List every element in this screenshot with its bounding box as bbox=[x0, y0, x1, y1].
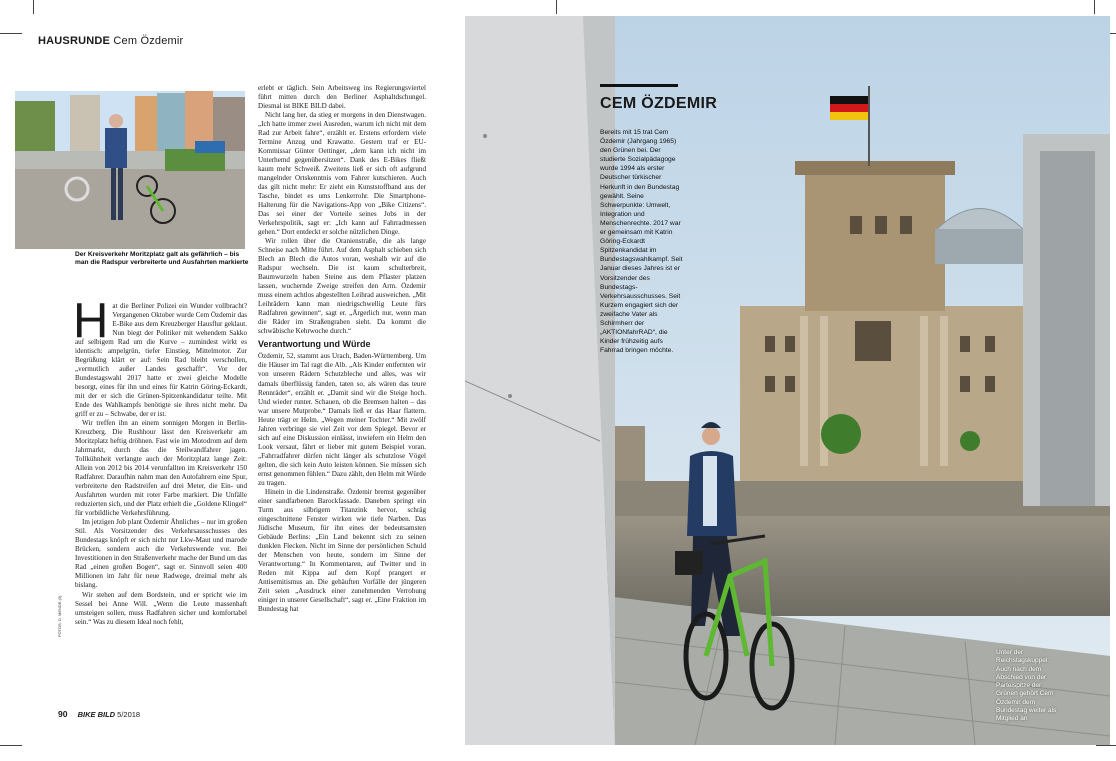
section-label: HAUSRUNDE bbox=[38, 35, 111, 47]
photo-moritzplatz-illustration bbox=[15, 91, 245, 249]
section-person: Cem Özdemir bbox=[113, 35, 184, 47]
crop-mark bbox=[0, 745, 22, 746]
article-paragraph: Özdemir, 52, stammt aus Urach, Baden-Württemberg. Um die Häuser im Tal ragt die Alb. „Als Kinder entfernten wir von unseren Rädern Schutzbleche und alles, was wir damals überflüssig fanden, taten so, als wären das teure Rennräder“, erzählt er. „Damit sind wir die Steige hoch. Und wieder runter. Schauen, ob die Bremsen halten – das war unsere Mutprobe.“ Damals ließ er das Haar flattern. Heute trägt er Helm. „Wegen meiner Tochter.“ Mit zwölf Jahren verbringe sie viel Zeit vor dem Spiegel. Bevor er sich auf eine Diskussion einlässt, inwiefern ein Helm den Look versaut, fährt er lieber mit gutem Beispiel voran. „Fahrradfahrer dürfen nicht länger als schutzlose Vögel gelten, die sich kein Auto leisten können. Sie müssen sich ernst genommen fühlen.“ Dazu zählt, den Helm mit Würde zu tragen. bbox=[258, 352, 426, 487]
crop-mark bbox=[33, 0, 34, 14]
section-header bbox=[38, 35, 183, 47]
article-paragraph: Nicht lang her, da stieg er morgens in den Dienstwagen. „Ich hatte immer zwei Ausreden, warum ich nicht mit dem Rad zur Arbeit fahre“, erzählt er. Erstens erfordern viele Termine Anzug und Krawatte. Gestern traf er EU-Kommissar Günter Oettinger, „dem kann ich nicht im Unterhemd gegenübersitzen“. Dank des E-Bikes fließt kaum mehr Schweiß. Zweitens ließ er sich oft aufgrund mangelnder Ortskenntnis vom Fahrer kutschieren. Auch das gilt nicht mehr: Er zieht ein Kunststoffband aus der Tasche, bindet es ums Lenkerrohr. Die Smartphone-Halterung für die Navigations-App von „Bike Citizens“. Das sei einer der Vorteile seines Jobs in der Verkehrspolitik, sagt er: „Ich kann auf Fahrradmessen gehen.“ Dort entdeckt er solche nützlichen Dinge. bbox=[258, 111, 426, 237]
article-paragraph: Hinein in die Lindenstraße. Özdemir bremst gegenüber einer sandfarbenen Barockfassade. Daneben springt ein Turm aus silbrigem Titanzink hervor, schräg eingeschnittene Fenster wirken wie tiefe Narben. Das Jüdische Museum, für ihn eines der bedeutsamsten Gebäude Berlins: „Ein Land bekennt sich zu seinen dunklen Flecken. Nicht im Sinne der persönlichen Schuld der Menschen von heute, sondern im Sinne der Verantwortung.“ In Kommentaren, auf Twitter und in Reden mit Kippa auf dem Kopf prangert er Antisemitismus an. Die gehäuften Vorfälle der jüngeren Zeit seien „Ausdruck einer zunehmenden Verrohung einiger in unserer Gesellschaft“, sagt er. „Eine Fraktion im Bundestag hat bbox=[258, 487, 426, 613]
magazine-name: BIKE BILD bbox=[77, 710, 116, 719]
article-paragraph bbox=[73, 294, 247, 419]
page-footer bbox=[58, 709, 140, 719]
article-paragraph: Wir treffen ihn an einem sonnigen Morgen in Berlin-Kreuzberg. Die Rushhour lässt den Kreisverkehr am Moritzplatz heftig dröhnen. Fast wie im Motodrom auf dem Jahrmarkt, durch das die Steilwandfahrer jagen. Tollkühnheit verlangte auch der Moritzplatz lange Zeit: Allein von 2012 bis 2014 verunfallten im Kreisverkehr 150 Radfahrer. Daraufhin nahm man den Autofahrern eine Spur, verbreiterte den Radstreifen auf drei Meter, die Ein- und Ausfahrten wurden mit roter Farbe markiert. Die Unfälle reduzierten sich, und der Platz erhielt die „Goldene Klingel“ für vorbildliche Verkehrsführung. bbox=[75, 419, 247, 518]
issue-number: 5/2018 bbox=[117, 710, 141, 719]
infobox-text: Bereits mit 15 trat Cem Özdemir (Jahrgang 1965) den Grünen bei. Der studierte Sozialpädagoge wurde 1994 als erster Deutscher türkischer Herkunft in den Bundestag gewählt. Seine Schwerpunkte: Umwelt, Integration und Menschenrechte. 2017 war er gemeinsam mit Katrin Göring-Eckardt Spitzenkandidat im Bundestagswahlkampf. Seit Januar dieses Jahres ist er Vorsitzender des Bundestags-Verkehrsausschusses. Seit Kurzem engagiert sich der zweifache Vater als Schirmherr der „AKTIONfahrRAD“, die Kinder frühzeitig aufs Fahrrad bringen möchte. bbox=[600, 129, 683, 355]
crop-mark bbox=[0, 33, 22, 34]
article-paragraph: Im jetzigen Job plant Özdemir Ähnliches – nur im großen Stil. Als Vorsitzender des Verkehrsausschusses des Bundestags knöpft er sich nicht nur Lkw-Maut und marode Brücken, sondern auch die Verkehrswende vor. Bei Investitionen in den Straßenverkehr mache der Bund um das Rad „einen großen Bogen“, sagt er. Sinnvoll seien 400 Millionen im Jahr für neue Radwege, dreimal mehr als bislang. bbox=[75, 518, 247, 590]
article-paragraph: Wir stehen auf dem Bordstein, und er spricht wie im Sessel bei Anne Will. „Wenn die Leute massenhaft umsteigen sollen, muss Radfahren sicher und komfortabel sein.“ Was zu diesem Ideal noch fehlt, bbox=[75, 590, 247, 626]
crop-mark bbox=[556, 0, 557, 14]
infobox-rule bbox=[600, 84, 678, 87]
article-paragraph: Wir rollen über die Oranienstraße, die als lange Schneise nach Mitte führt. Auf dem Asphalt schieben sich Blech an Blech die Autos voran, weshalb wir auf die Radspur wechseln. Die ist kaum schulterbreit, Baumwurzeln haben Steine aus dem Pflaster platzen lassen, wuchernde Zweige streifen den Arm. Özdemir muss einem achtlos abgestellten Leihrad ausweichen. „Mit Leihrädern kann man niedrigschwellig Leute fürs Radfahren gewinnen“, sagt er. „Ärgerlich nur, wenn man die Räder im Straßengraben sieht. Da kommt die schwäbische Kehrwoche durch.“ bbox=[258, 237, 426, 336]
article-subhead: Verantwortung und Würde bbox=[258, 339, 371, 350]
crop-mark bbox=[1094, 0, 1095, 14]
crop-mark bbox=[1096, 745, 1116, 746]
photo-reichstag-illustration bbox=[465, 16, 1110, 745]
paragraph-text: at die Berliner Polizei ein Wunder vollbracht? Vergangenen Oktober wurde Cem Özdemir das E-Bike aus dem Kreuzberger Hausflur geklaut. Nun biegt der Politiker mit wehendem Sakko auf selbigem Rad um die Kurve – zumindest wirkt es identisch: ampelgrün, tiefer Einstieg, Mittelmotor. Zur Begrüßung klärt er auf: Sein Rad bleibt verschollen, „vermutlich außer Landes geschafft“. Vor der Bundestagswahl 2017 hatte er zwei gleiche Modelle besorgt, eines für ihn und eines für Katrin Göring-Eckardt, mit der er sich die Grünen-Spitzenkandidatur teilte. Mit Ende des Wahlkampfs benötigte sie ihres nicht mehr. Da griff er zu – Schwabe, der er ist. bbox=[75, 302, 247, 419]
page-number: 90 bbox=[58, 709, 68, 719]
drop-cap: H bbox=[73, 294, 109, 348]
article-column-1 bbox=[73, 294, 247, 627]
photo-moritzplatz bbox=[15, 91, 245, 249]
article-paragraph: erlebt er täglich. Sein Arbeitsweg ins Regierungsviertel führt mitten durch den Berliner Asphaltdschungel. Diesmal ist BIKE BILD dabei. bbox=[258, 84, 426, 111]
infobox-title: CEM ÖZDEMIR bbox=[600, 95, 718, 112]
photo-credit: FOTOS: D. MENDE (3) bbox=[57, 595, 62, 637]
article-column-2 bbox=[258, 84, 426, 614]
photo-caption: Der Kreisverkehr Moritzplatz galt als gefährlich – bis man die Radspur verbreiterte und Ausfahrten markierte bbox=[75, 251, 249, 266]
photo-reichstag bbox=[465, 16, 1110, 745]
photo-caption-reichstag: Unter der Reichstagskuppel: Auch nach dem Abschied von der Parteispitze der Grünen gehört Cem Özdemir dem Bundestag weiter als Mitglied an bbox=[996, 649, 1057, 723]
